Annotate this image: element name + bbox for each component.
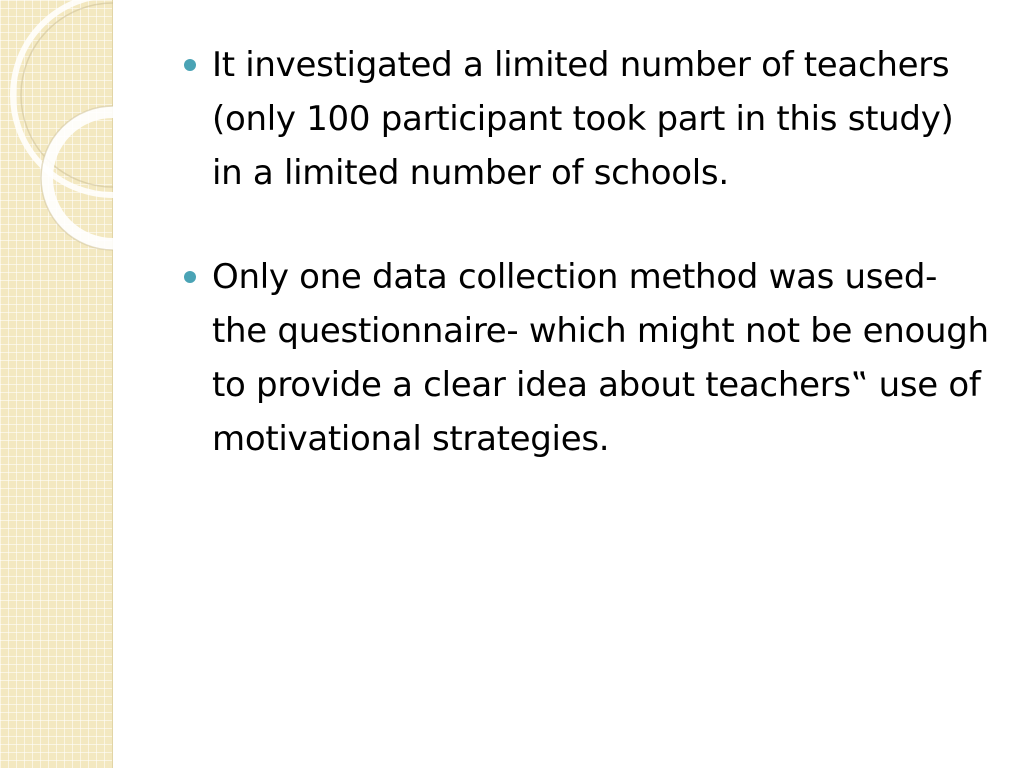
bullet-item-2	[180, 250, 990, 466]
bullet-icon	[184, 59, 196, 71]
bullet-list	[180, 38, 990, 516]
decorative-rings-icon	[0, 0, 113, 768]
bullet-item-1	[180, 38, 990, 200]
bullet-icon	[184, 271, 196, 283]
decorative-side-panel	[0, 0, 113, 768]
bullet-text: It investigated a limited number of teachers (only 100 participant took part in this study) in a limited number of schools.	[212, 45, 954, 193]
bullet-text: Only one data collection method was used- the questionnaire- which might not be enough to provide a clear idea about teachers‟ use of motivational strategies.	[212, 257, 989, 459]
